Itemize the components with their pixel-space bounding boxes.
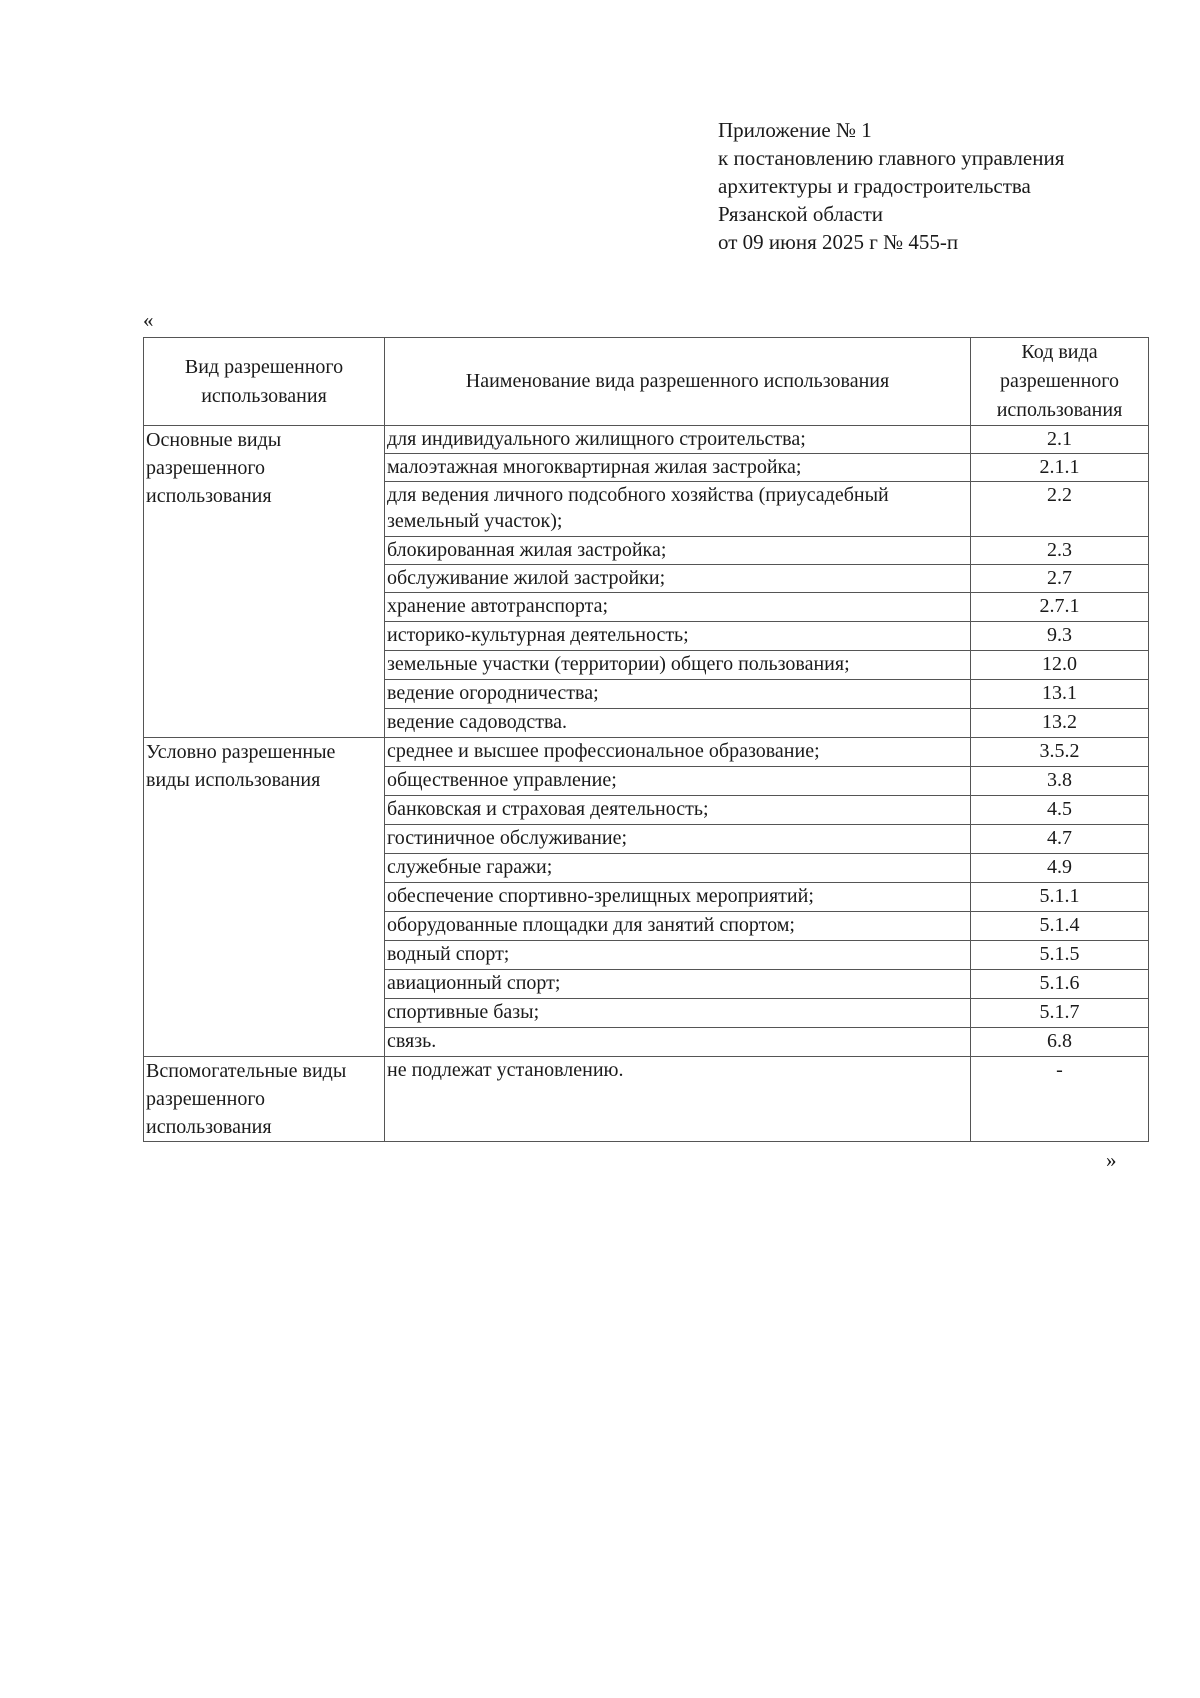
use-code-cell: 5.1.7	[971, 999, 1149, 1028]
group-label-main: Основные виды разрешенного использования	[144, 426, 385, 738]
appendix-region-line: Рязанской области	[718, 202, 884, 226]
use-code-cell: 4.7	[971, 825, 1149, 854]
use-code-cell: 5.1.6	[971, 970, 1149, 999]
header-use-code: Код вида разрешенного использования	[971, 338, 1149, 426]
use-code-cell: 5.1.4	[971, 912, 1149, 941]
use-name-cell: водный спорт;	[385, 941, 971, 970]
use-code-cell: 3.5.2	[971, 738, 1149, 767]
use-name-cell: оборудованные площадки для занятий спортом;	[385, 912, 971, 941]
use-name-cell: не подлежат установлению.	[385, 1057, 971, 1142]
use-name-cell: земельные участки (территории) общего пользования;	[385, 651, 971, 680]
use-code-cell: -	[971, 1057, 1149, 1142]
use-name-cell: блокированная жилая застройка;	[385, 537, 971, 565]
use-code-cell: 4.5	[971, 796, 1149, 825]
table-header-row	[144, 338, 1149, 426]
use-name-cell: для ведения личного подсобного хозяйства (приусадебный земельный участок);	[385, 482, 971, 537]
use-code-cell: 6.8	[971, 1028, 1149, 1057]
use-name-cell: общественное управление;	[385, 767, 971, 796]
permitted-use-table	[143, 337, 1149, 1142]
use-code-cell: 9.3	[971, 622, 1149, 651]
use-name-cell: хранение автотранспорта;	[385, 593, 971, 622]
use-name-cell: ведение огородничества;	[385, 680, 971, 709]
appendix-header	[718, 116, 1064, 256]
use-name-cell: среднее и высшее профессиональное образование;	[385, 738, 971, 767]
table-row	[144, 426, 1149, 454]
use-name-cell: для индивидуального жилищного строительства;	[385, 426, 971, 454]
appendix-authority-line: архитектуры и градостроительства	[718, 174, 1031, 198]
use-code-cell: 2.7	[971, 565, 1149, 593]
use-name-cell: историко-культурная деятельность;	[385, 622, 971, 651]
use-name-cell: авиационный спорт;	[385, 970, 971, 999]
table-row	[144, 1057, 1149, 1142]
opening-quote-mark: «	[143, 308, 154, 332]
header-use-type: Вид разрешенного использования	[144, 338, 385, 426]
appendix-title: Приложение № 1	[718, 118, 872, 142]
use-name-cell: малоэтажная многоквартирная жилая застройка;	[385, 454, 971, 482]
use-code-cell: 2.1	[971, 426, 1149, 454]
use-code-cell: 5.1.1	[971, 883, 1149, 912]
use-code-cell: 5.1.5	[971, 941, 1149, 970]
table-row	[144, 738, 1149, 767]
appendix-reference-line: к постановлению главного управления	[718, 146, 1065, 170]
use-code-cell: 2.1.1	[971, 454, 1149, 482]
use-name-cell: обслуживание жилой застройки;	[385, 565, 971, 593]
use-code-cell: 4.9	[971, 854, 1149, 883]
appendix-date-number: от 09 июня 2025 г № 455-п	[718, 230, 959, 254]
use-name-cell: банковская и страховая деятельность;	[385, 796, 971, 825]
use-code-cell: 12.0	[971, 651, 1149, 680]
use-code-cell: 2.3	[971, 537, 1149, 565]
use-name-cell: обеспечение спортивно-зрелищных мероприятий;	[385, 883, 971, 912]
closing-quote-mark: »	[1106, 1148, 1117, 1172]
group-label-auxiliary: Вспомогательные виды разрешенного использования	[144, 1057, 385, 1142]
use-name-cell: спортивные базы;	[385, 999, 971, 1028]
use-code-cell: 2.7.1	[971, 593, 1149, 622]
group-label-conditional: Условно разрешенные виды использования	[144, 738, 385, 1057]
header-use-name: Наименование вида разрешенного использования	[385, 338, 971, 426]
use-code-cell: 2.2	[971, 482, 1149, 537]
use-name-cell: связь.	[385, 1028, 971, 1057]
use-name-cell: гостиничное обслуживание;	[385, 825, 971, 854]
use-code-cell: 13.2	[971, 709, 1149, 738]
use-name-cell: служебные гаражи;	[385, 854, 971, 883]
use-code-cell: 3.8	[971, 767, 1149, 796]
use-code-cell: 13.1	[971, 680, 1149, 709]
use-name-cell: ведение садоводства.	[385, 709, 971, 738]
